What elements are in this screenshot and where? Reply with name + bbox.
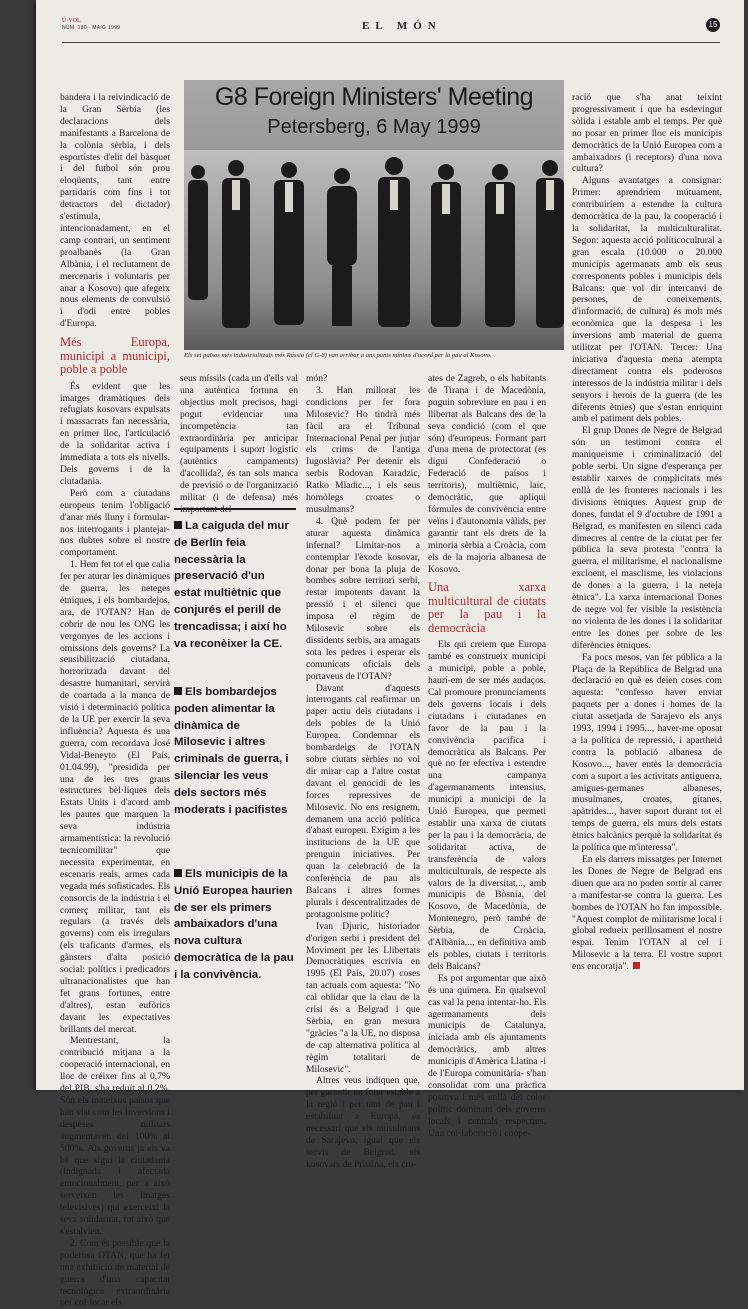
issue-line: NÚM. 180 · MAIG 1999 xyxy=(62,25,121,31)
paragraph: món? xyxy=(306,373,328,384)
conference-banner xyxy=(184,80,564,150)
pullquote-rule xyxy=(174,508,296,510)
person-figure xyxy=(327,168,357,326)
paragraph: Mentrestant, la contribució mitjana a la cooperació internacional, en lloc de créixer fins al 0,7% del PIB, s'ha reduït al 0,2%. Són els mateixos països que han vist com les inversions i despeses militars augmentaven del 100% al 500%. Als governs ja els va bé que sigui la ciutadania (indignada i afectada emocionalment, per a això serveixen les imatges televisives) qui exerceixi la seva solidaritat, tot això que s'estalvien. xyxy=(60,1035,170,1237)
magazine-logo: Ú·VOL xyxy=(62,18,81,24)
pullquote: La caiguda del mur de Berlín feia necessària la preservació d'un estat multiètnic que conjurés el perill de trencadissa; i així ho va reconèixer la CE. xyxy=(174,520,289,650)
news-photo xyxy=(184,80,564,350)
paragraph: Fa pocs mesos, van fer pública a la Plaça de la República de Belgrad una declaració en què es deien coses com aquesta: "confesso haver enviat paquets per a dones i homes de la ciutat assetjada de Sarajevo els anys 1993, 1994 i 1995..., haver-me oposat a la política de repressió, i apartheid contra la població albanesa de Kosovo..., haver entès la democràcia com a suport a les activitats antiguerra, amigues-germanes albaneses, musulmanes, croates, gitanes, apàtrides..., haver suport durant tot el temps de guerra, els murs dels estats ètnics balcànics perquè la solidaritat és la política que m'interessa". xyxy=(572,651,722,854)
paragraph: bandera i la reivindicació de la Gran Sèrbia (les declaracions dels manifestants a Barcelona de la colònia sèrbia, i dels esportistes d'elit del bàsquet i del futbol són prou eloqüents, tant entre partidaris com fins i tot detractors del dictador) s'estimula, intencionadament, en el camp contrari, un sentiment proalbanès (la Gran Albània, i el reclutament de mercenaris i voluntaris per anar a Kosovo) que afegeix nous elements de convulsió i d'odi entre pobles d'Europa. xyxy=(60,92,170,330)
photo-caption: Els set països més industrialitzats més Rússia (el G-8) van arribar a uns punts mínims d'acord per la pau al Kosovo. xyxy=(184,352,492,359)
pullquote: Els bombardejos poden alimentar la dinàmica de Milosevic i altres criminals de guerra, i silenciar les veus dels sectors més moderats i pacifistes xyxy=(174,686,289,816)
square-bullet-icon xyxy=(174,521,182,529)
paragraph: Els qui creiem que Europa també es construeix municipi a municipi, poble a poble, haurí-em de ser més audaços. Cal promoure pronunciaments dels governs locals i dels ciutadans i ciutadanes en favor de la pau i la convivència pacífica i democràtica als Balcans. Per què no fer efectiva i estendre una campanya d'agermanaments intensius, municipi a municipi de la Unió Europea, que permeti establir una xarxa de ciutats per la pau i la democràcia, de solidaritat activa, de transferència de valors multiculturals, de respecte als valors de la diversitat..., amb municipis de Bòsnia, del Kosovo, de Macedònia, de Montenegro, però també de Sèrbia, de Croàcia, d'Albània..., en definitiva amb els pobles, ciutats i territoris dels Balcans? xyxy=(428,639,546,972)
column-5 xyxy=(572,92,722,973)
page-header xyxy=(62,18,720,43)
paragraph: Però com a ciutadans europeus tenim l'obligació d'anar més lluny i formular-nos interrogants i plantejar-nos dubtes sobre el nostre comportament. xyxy=(60,487,170,559)
paragraph: El grup Dones de Negre de Belgrad són un testimoni contra el maniqueisme i criminalització del poble serbi. Un signe d'esperança per establir xarxes de complicitats més enllà de les fronteres nacionals i les divisions ètniques. Aquest grup de dones, fundat el 9 d'octubre de 1991 a Belgrad, es manifesten en silenci cada dimecres al centre de la ciutat per fer pública la seva protesta "contra la guerra, el militarisme, el nacionalisme excloent, el masclisme, les violacions de dones a la guerra, i la neteja ètnica". La xarxa internacional Dones de negre vol fer visible la resistència no violenta de les dones i la solidaritat entre les dones per sobre de les diferències ètniques. xyxy=(572,425,722,651)
paragraph: Es pot argumentar que això és una quimera. En qualsevol cas val la pena intentar-ho. Els agermanaments dels municipis de Catalunya, iniciada amb els ajuntaments democràtics, amb altres municipis d'Amèrica Llatina -i de l'Europa comunitària- s'han consolidat com una pràctica positiva i més enllà del color polític dominant dels governs locals i centrals respectius. Una col·laboració i coope- xyxy=(428,972,546,1139)
end-of-article-icon xyxy=(633,962,640,969)
paragraph: seus míssils (cada un d'ells val una autèntica fortuna en objectius molt precisos, hagi pogut evidenciar una incompetència tan extraordinària per anticipar equipaments i suport logístic (autèntics campaments) d'acollida?, és tan sols manca de previsió o de l'organització militar (i de defensa) més xyxy=(180,373,298,504)
paragraph: 3. Han millorat les condicions per fer fora Milosevic? Ho tindrà més fàcil ara el Tribunal Internacional Penal per jutjar els crims de l'antiga Iugoslàvia? Per detenir els serbis Rodovan Karadzic, Ratko Mladic..., i els seus homòlegs croates o musulmans? xyxy=(306,384,420,515)
square-bullet-icon xyxy=(174,687,182,695)
paragraph: ració que s'ha anat teixint progressivament i que ha esdevingut sòlida i estable amb el temps. Per què no posar en primer lloc els municipis democràtics de la Unió Europea com a ambaixadors (i receptors) d'una nova cultura? xyxy=(572,92,722,175)
paragraph: En els darrers missatges per Internet les Dones de Negre de Belgrad ens diuen que ara no poden sortir al carrer a manifestar-se contra la guerra. Les bombes de l'OTAN ho fan impossible. "Aquest complot de militarisme local i global redueix perillosament el nostre espai. Tenim l'OTAN al cel i Milosevic a la terra. El vostre suport ens encoratja". xyxy=(572,854,722,973)
paragraph: Altres veus indiquen que, per garantir un futur estable a la regió i per tant de pau i estabilitat a Europa, és necessari que els musulmans de Sarajevo, igual que els servis de Belgrad, els kosovars de Pristina, els cro- xyxy=(306,1075,420,1170)
paragraph: 4. Què podem fer per aturar aquesta dinàmica infernal? Limitar-nos a contemplar l'èxode kosovar, donar per bona la pluja de bombes sobre territori serbi, restar impotents davant la pressió i el silenci que imposa el règim de Milosevic sobre els dissidents serbis, ara amagats sota les pedres i esperar els comunicats oficials dels portaveus de l'OTAN? xyxy=(306,515,420,682)
paragraph: 2. Com és possible que la poderosa OTAN, que ha fet una exhibició de material de guerra d'una capacitat tecnològica extraordinària per col·locar els xyxy=(60,1237,170,1309)
banner-title: G8 Foreign Ministers' Meeting xyxy=(214,83,534,111)
page-number-badge: 15 xyxy=(706,18,720,32)
square-bullet-icon xyxy=(174,869,182,877)
paragraph: Alguns avantatges a consignar: Primer: aprendríem mútuament, contribuiríem a estendre la cultura democràtica de la pau, la cooperació i la solidaritat, la multiculturalitat. Segon: aquesta acció políticocultural a gran escala (10.000 o 20.000 municipis agermanats amb els seus corresponents pobles i municipis dels Balcans: que vol dir intercanvi de persones, de coneixements, d'informació, de cultura) és molt més econòmica que la despesa i les inversions amb material de guerra utilitzat per l'OTAN. Tercer: Una iniciativa d'aquesta mena atempta directament contra els poderosos interessos de la indústria militar i dels senyors i herois de la guerra (de les diferents ètnies) que s'estan enriquint amb el patiment dels pobles. xyxy=(572,175,722,425)
column-4 xyxy=(428,373,546,1139)
paragraph: ates de Zagreb, o els habitants de Tirana i de Macedònia, puguin sobreviure en pau i en llibertat als Balcans des de la seva condició (com el que són) d'europeus. Formant part d'una mena de protectorat (es digui Confederació o Federació de països i territoris), multiètnic, laic, democràtic, que apliqui fórmules de convivència entre veïns i d'autonomia vàlids, per garantir tant els drets de la minoria sèrbia a Croàcia, com els de la majoria albanesa de Kosovo. xyxy=(428,373,546,575)
column-3 xyxy=(306,373,420,1171)
newspaper-page xyxy=(36,0,744,1309)
column-1 xyxy=(60,92,170,1309)
banner-subtitle: Petersberg, 6 May 1999 xyxy=(267,116,481,138)
section-title: EL MÓN xyxy=(362,20,442,32)
section-heading: Una xarxa multicultural de ciutats per la pau i la democràcia xyxy=(428,580,546,635)
person-figure xyxy=(188,165,208,300)
pullquote: Els municipis de la Unió Europea haurien de ser els primers ambaixadors d'una nova cultura democràtica de la pau i la convivència. xyxy=(174,868,294,981)
ministers-group-figure xyxy=(184,150,564,350)
paragraph: Ivan Djuric, historiador d'origen serbi i president del Moviment per les Llibertats Democràtiques escrivia en 1995 (El País, 20.07) coses tan actuals com aquesta: "No cal oblidar que la clau de la crisi és a Belgrad i que Sèrbia, en gran mesura "gràcies "a la UE, no disposa de cap alternativa política al règim totalitari de Milosevic". xyxy=(306,920,420,1075)
paragraph: És evident que les imatges dramàtiques dels refugiats kosovars expulsats i massacrats fan necessària, en primer lloc, l'articulació de la solidaritat activa i immediata a tots els nivells. Dels governs i de la ciutadania. xyxy=(60,380,170,487)
paragraph: 1. Hem fet tot el que calia fer per aturar les dinàmiques de guerra, les neteges ètniques, i els bombardejos, ara, de l'OTAN? Han de cobrir de nou les ONG les vergonyes de les accions i omissions dels governs? La sensibilització ciutadana, horroritzada davant del desastre humanitari, servirà de coartada a la manca de visió i determinació política de la UE per exercir la seva influència? Aquesta és una guerra, com recordava José Vidal-Beneyto (El País, 01.04.99), "presidida per una de les tres grans estructures bèl·liques dels Estats Units i d'acord amb les pautes que marquen la seva indústria armamentística: la revolució tecnicomilitar" que necessita experimentar, en escenaris reals, armes cada vegada més sofisticades. Els consorcis de la indústria i el comerç militar, tant els regulars (a través dels governs) com els irregulars (els traficants d'armes, els gànsters d'alta posició social: polítics i predicadors ultranacionalistes que han fet grans fortunes, entre d'altres), estan eufòrics davant les expectatives brillants del mercat. xyxy=(60,559,170,1035)
column-2 xyxy=(180,373,298,516)
paragraph: Davant d'aquests interrogants cal reafirmar un paper actiu dels ciutadans i dels pobles de la Unió Europea. Condemnar els bombardeigs de l'OTAN sobre ciutats sèrbies no vol dir mirar cap a l'altre costat davant el genocidi de les forces repressives de Milosevic. No ens resignem, demanem una acció política d'abast europeu. Exigim a les institucions de la UE que prenguin iniciatives. Per quan la celebració de la conferència de pau als Balcans i altres formes plurals i descentralitzades de protagonisme polític? xyxy=(306,682,420,920)
section-heading: Més Europa, municipi a municipi, poble a poble xyxy=(60,335,170,377)
